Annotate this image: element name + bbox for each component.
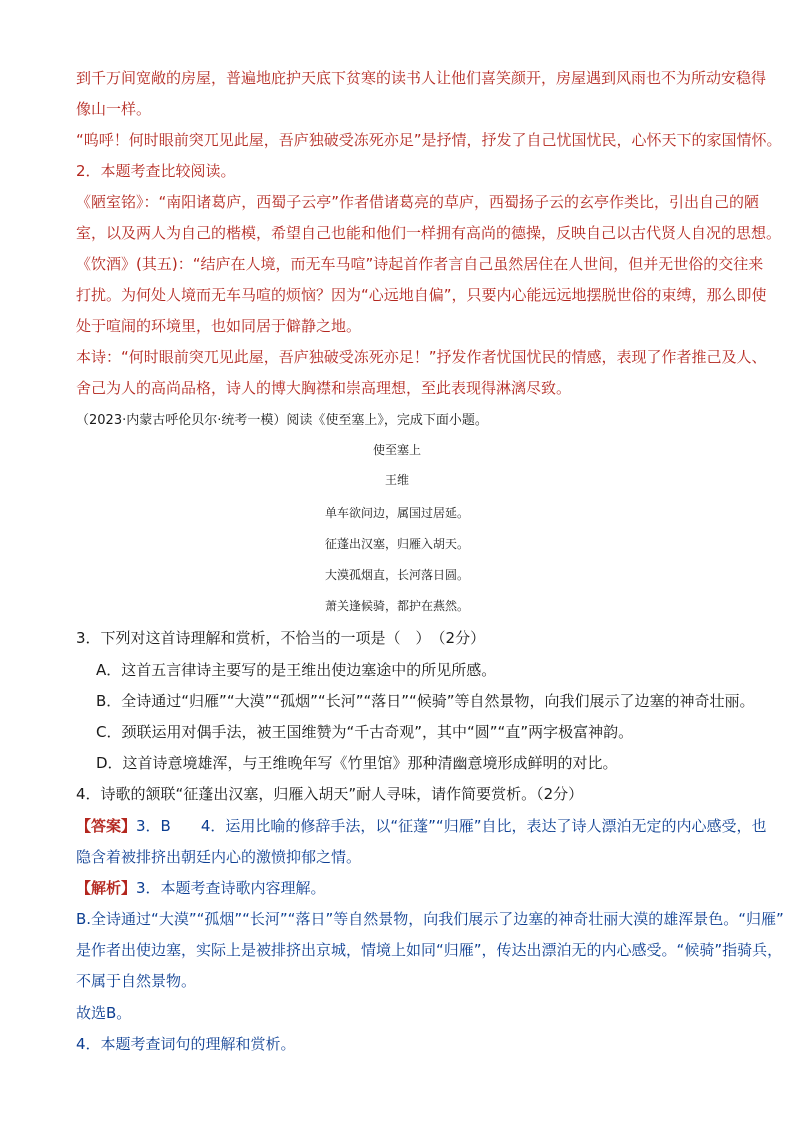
- text-line: 2．本题考查比较阅读。: [76, 162, 236, 180]
- text-line: 像山一样。: [76, 100, 152, 118]
- text-line: 《饮酒》(其五)：“结庐在人境，而无车马喧”诗起首作者言自己虽然居住在人世间，但并无世俗的交往来: [76, 255, 764, 273]
- analysis-line: 不属于自然景物。: [76, 972, 197, 990]
- answer-label: 【答案】: [76, 817, 137, 835]
- text-line: 本诗：“何时眼前突兀见此屋，吾庐独破受冻死亦足！”抒发作者忧国忧民的情感，表现了作者推己及人、: [76, 348, 767, 366]
- question-4: 4．诗歌的颔联“征蓬出汉塞，归雁入胡天”耐人寻味，请作简要赏析。（2分）: [76, 785, 584, 803]
- question-3: 3．下列对这首诗理解和赏析，不恰当的一项是（ ） （2分）: [76, 629, 486, 647]
- poem-line: 单车欲问边，属国过居延。: [324, 506, 469, 520]
- text-line: “呜呼！何时眼前突兀见此屋，吾庐独破受冻死亦足”是抒情，抒发了自己忧国忧民，心怀天下的家国情怀。: [76, 131, 782, 149]
- text-line: 舍己为人的高尚品格，诗人的博大胸襟和崇高理想，至此表现得淋漓尽致。: [76, 379, 572, 397]
- answer-line: [76, 816, 767, 836]
- option-b: B．全诗通过“归雁”“大漠”“孤烟”“长河”“落日”“候骑”等自然景物，向我们展示了边塞的神奇壮丽。: [96, 692, 755, 710]
- answer-line: 隐含着被排挤出朝廷内心的激愤抑郁之情。: [76, 848, 362, 866]
- analysis-line: 故选B。: [76, 1004, 132, 1022]
- poem-line: 征蓬出汉塞，归雁入胡天。: [324, 537, 469, 551]
- answer-text: 3．B 4．运用比喻的修辞手法，以“征蓬”“归雁”自比，表达了诗人漂泊无定的内心感受，也: [136, 817, 767, 835]
- analysis-line: [76, 878, 726, 898]
- analysis-line: 4．本题考查词句的理解和赏析。: [76, 1035, 296, 1053]
- text-line: 室，以及两人为自己的楷模，希望自己也能和他们一样拥有高尚的德操，反映自己以古代贤人自况的思想。: [76, 224, 782, 242]
- analysis-line: B.全诗通过“大漠”“孤烟”“长河”“落日”等自然景物，向我们展示了边塞的神奇壮丽大漠的雄浑景色。“归雁”: [76, 910, 784, 928]
- text-line: 处于喧闹的环境里，也如同居于僻静之地。: [76, 317, 362, 335]
- poem-title: 使至塞上: [372, 443, 421, 457]
- analysis-line: 是作者出使边塞，实际上是被排挤出京城，情境上如同“归雁”，传达出漂泊无的内心感受。“候骑”指骑兵，: [76, 941, 783, 959]
- analysis-label: 【解析】: [76, 879, 137, 897]
- poem-line: 大漠孤烟直，长河落日圆。: [324, 568, 469, 582]
- text-line: 《陋室铭》：“南阳诸葛庐，西蜀子云亭”作者借诸葛亮的草庐，西蜀扬子云的玄亭作类比，引出自己的陋: [76, 193, 760, 211]
- option-a: A．这首五言律诗主要写的是王维出使边塞途中的所见所感。: [96, 661, 497, 679]
- analysis-text: 3．本题考查诗歌内容理解。: [136, 879, 326, 897]
- poem-author: 王维: [384, 473, 409, 487]
- poem-line: 萧关逢候骑，都护在燕然。: [324, 599, 469, 613]
- option-c: C．颈联运用对偶手法，被王国维赞为“千古奇观”，其中“圆”“直”两字极富神韵。: [96, 723, 634, 741]
- text-line: 到千万间宽敞的房屋，普遍地庇护天底下贫寒的读书人让他们喜笑颜开，房屋遇到风雨也不为所动安稳得: [76, 69, 767, 87]
- text-line: 打扰。为何处人境而无车马喧的烦恼？因为“心远地自偏”，只要内心能远远地摆脱世俗的束缚，那么即使: [76, 286, 767, 304]
- question-source: （2023·内蒙古呼伦贝尔·统考一模）阅读《使至塞上》，完成下面小题。: [76, 413, 488, 428]
- option-d: D．这首诗意境雄浑，与王维晚年写《竹里馆》那种清幽意境形成鲜明的对比。: [96, 754, 618, 772]
